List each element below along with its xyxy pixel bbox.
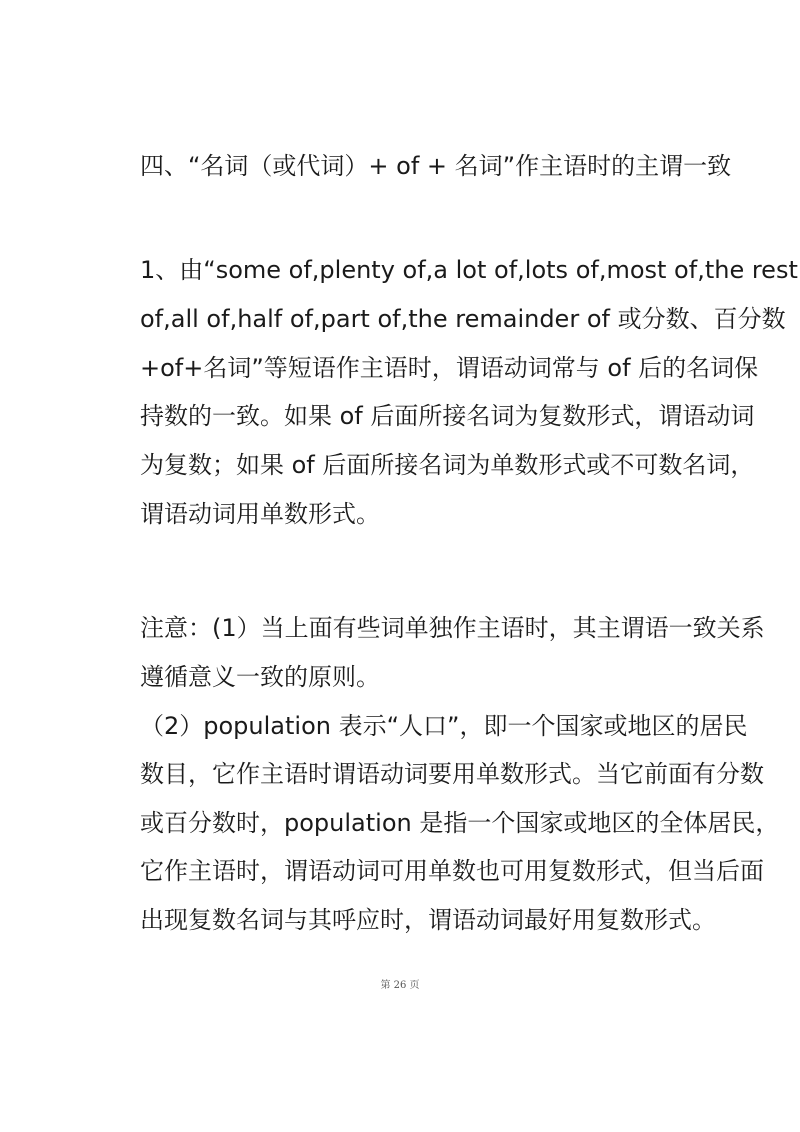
section-heading: 四、“名词（或代词）+ of + 名词”作主语时的主谓一致: [140, 152, 732, 180]
note-line: 遵循意义一致的原则。: [140, 663, 380, 691]
paragraph-line: of,all of,half of,part of,the remainder of 或分数、百分数: [140, 305, 786, 333]
note-line: 出现复数名词与其呼应时，谓语动词最好用复数形式。: [140, 906, 716, 934]
paragraph-line: +of+名词”等短语作主语时，谓语动词常与 of 后的名词保: [140, 354, 759, 382]
note-line: 它作主语时，谓语动词可用单数也可用复数形式，但当后面: [140, 857, 764, 885]
paragraph-line: 持数的一致。如果 of 后面所接名词为复数形式，谓语动词: [140, 402, 755, 430]
paragraph-line: 为复数；如果 of 后面所接名词为单数形式或不可数名词，: [140, 451, 755, 479]
paragraph-line: 谓语动词用单数形式。: [140, 500, 380, 528]
paragraph-line: 1、由“some of,plenty of,a lot of,lots of,most of,the rest: [140, 256, 798, 284]
note-line: 数目，它作主语时谓语动词要用单数形式。当它前面有分数: [140, 760, 764, 788]
page-number: 第 26 页: [380, 980, 420, 991]
note-line: 注意：(1）当上面有些词单独作主语时，其主谓语一致关系: [140, 614, 765, 642]
note-line: 或百分数时，population 是指一个国家或地区的全体居民，: [140, 809, 780, 837]
note-line: （2）population 表示“人口”，即一个国家或地区的居民: [140, 712, 748, 740]
